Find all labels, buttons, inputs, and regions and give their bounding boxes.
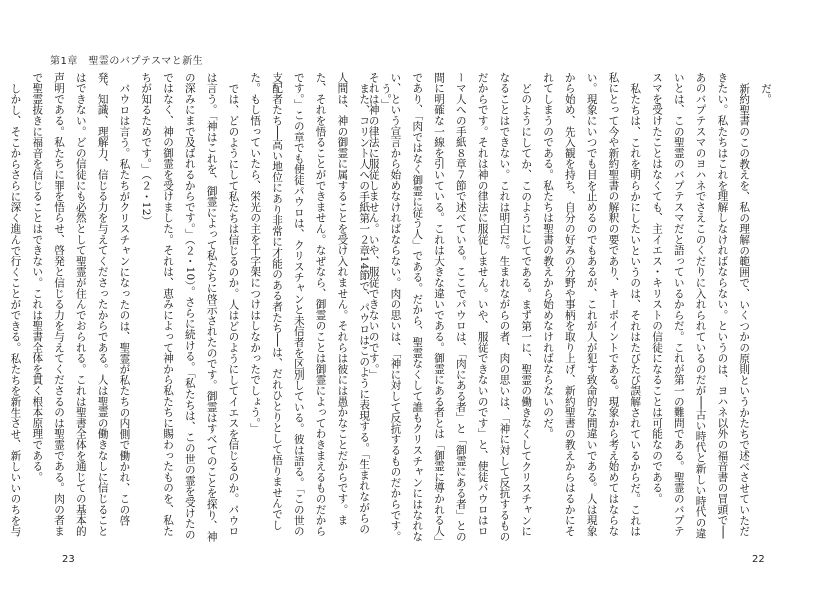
page-left-body [9, 72, 396, 542]
page-number-right: 22 [752, 554, 765, 565]
page-number-left: 23 [62, 554, 75, 565]
paragraph: 新約聖書のこの教えを、私の理解の範囲で、いくつかの原則というかたちで述べさせていただきたい。私たちはこれを理解しなければならない。というのは、ヨハネ以外の福音書の冒頭で──あのバプテスマのヨハネでさえこのくだりに入れられているのだが──古い時代と新しい時代の違いとは、この聖霊のバプテスマだと語っているからだ。これが第一の難問である。聖霊のバプテスマを受けたことはなくても、主イエス・キリストの信徒になることは可能なのである。 [651, 72, 751, 539]
page-left [9, 72, 396, 542]
paragraph: どのようにしてか、このようにしてである。まず第一に、聖霊の働きなくしてクリスチャンになることはできない。これは明白だ。生まれながらの者、肉の思いは、「神に対して反抗するものだからです。それは神の律法に服従しません。いや、服従できないのです」と、使徒パウロはローマ人への手紙８章７節で述べている。ここでパウロは、「肉にある者」と「御霊にある者」との間に明確な一線を引いている。これは大きな違いである。御霊にある者とは「御霊に導かれる人」であり、「肉ではなく御霊に従う人」である。だから、聖霊なくして誰もクリスチャンにはなれない、という宣言から始めなければならない。肉の思いは、「神に対して反抗するものだからです。それは神の律法に服従しません。いや、服従できないのです。」 [367, 72, 533, 542]
paragraph: う。」 [380, 82, 392, 110]
paragraph: 私たちは、これを明らかにしたいというのは、それはたびたび誤解されているからだ。これは私にとって今や新約聖書の解釈の要であり、キーポイントである。現象から考え始めてはならない。現象にいつでも目を止めるのでもあるが、これが人が犯す致命的な間違いである。人は現象から始め、先入観を持ち、自分の好みの分野や事柄を取り上げ、新約聖書の教えからはるかにそれてしまうのである。私たちは聖書の教えから始めなければならないのだ。 [542, 72, 642, 537]
paragraph: しかし、そこからさらに深く進んで行くことができる。私たちを新生させ、新しいいのちを与 [9, 82, 22, 537]
page-right [367, 72, 776, 542]
page-right-body [367, 72, 776, 542]
paragraph: では、どのようにして私たちは信じるのか。人はどのようにしてイエスを信じるのか。パウロは言う。「神はこれを、御霊によって私たちに啓示されたのです。御霊はすべてのことを探り、神の深みにまで及ばれるからです。」（２・10）。さらに続ける。「私たちは、この世の霊を受けたのではなく、神の御霊を受けました。それは、恵みによって神から私たちに賜わったものを、私たちが知るためです。」（２・12） [140, 72, 240, 542]
running-head: 第1章 聖霊のバプテスマと新生 [50, 56, 204, 67]
paragraph: パウロは言う。私たちがクリスチャンになったのは、聖霊が私たちの内側で働かれ、この啓発、知識、理解力、信じる力を与えてくださったからである。人は聖霊の働きなしに信じることはできない。どの信徒にも必然として聖霊が住んでおられる。これは聖書全体を通じての基本的声明である。私たちに罪を悟らせ、啓発と信じる力を与えてくださるのは聖霊である。肉の者まで聖霊抜きに福音を信じることはできない。これは聖書全体を貫く根本原理である。 [31, 72, 131, 537]
paragraph: だ。 [760, 82, 772, 105]
paragraph: また、コリント人への手紙第一２章14節で、パウロはこのように表現する。「生まれながらの人間は、神の御霊に属することを受け入れません。それらは彼には愚かなことだからです。また、それを悟ることができません。なぜなら、御霊のことは御霊によってわきまえるものだからです。」この章でも使徒パウロは、クリスチャンと未信者を区別している。彼は語る。「この世の支配者たち──高い地位にあり非常に才能のある者たち──は、だれひとりとして悟りませんでした。もし悟っていたら、栄光の主を十字架につけはしなかったでしょう。」 [249, 72, 371, 537]
